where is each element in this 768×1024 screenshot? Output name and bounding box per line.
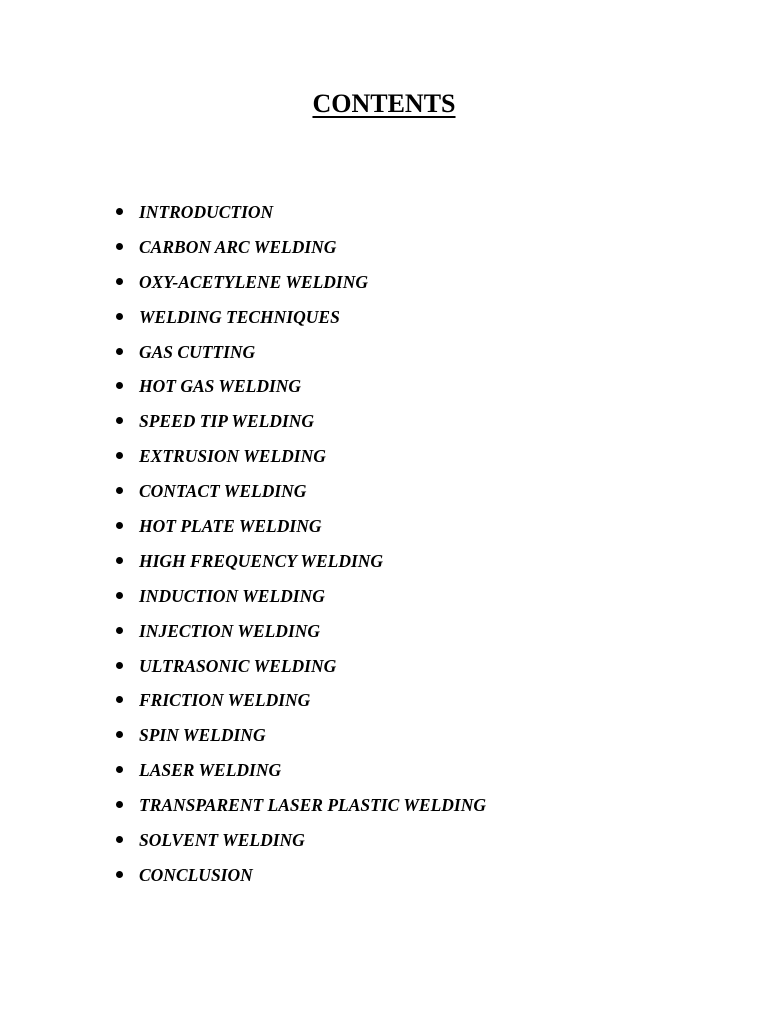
- list-item-label: INDUCTION WELDING: [139, 585, 325, 606]
- list-item-label: SPEED TIP WELDING: [139, 411, 315, 432]
- list-item: [0, 196, 768, 231]
- list-item: [0, 754, 768, 789]
- list-item-label: CARBON ARC WELDING: [139, 236, 337, 257]
- contents-list: [0, 196, 768, 894]
- list-item: [0, 475, 768, 510]
- page-title-text: CONTENTS: [312, 89, 456, 118]
- bullet-icon: [116, 662, 123, 669]
- bullet-icon: [116, 836, 123, 843]
- bullet-icon: [116, 243, 123, 250]
- list-item-label: EXTRUSION WELDING: [139, 446, 326, 467]
- list-item: [0, 615, 768, 650]
- bullet-icon: [116, 801, 123, 808]
- list-item: [0, 336, 768, 371]
- bullet-icon: [116, 382, 123, 389]
- list-item-label: ULTRASONIC WELDING: [139, 655, 337, 676]
- bullet-icon: [116, 278, 123, 285]
- list-item-label: OXY-ACETYLENE WELDING: [139, 271, 368, 292]
- list-item: [0, 510, 768, 545]
- bullet-icon: [116, 696, 123, 703]
- list-item: [0, 580, 768, 615]
- list-item: [0, 859, 768, 894]
- list-item: [0, 301, 768, 336]
- list-item: [0, 440, 768, 475]
- list-item: [0, 684, 768, 719]
- bullet-icon: [116, 592, 123, 599]
- list-item-label: LASER WELDING: [139, 760, 282, 781]
- list-item-label: TRANSPARENT LASER PLASTIC WELDING: [139, 795, 486, 816]
- list-item-label: INTRODUCTION: [139, 202, 274, 222]
- list-item: [0, 545, 768, 580]
- bullet-icon: [116, 522, 123, 529]
- bullet-icon: [116, 417, 123, 424]
- list-item-label: HOT GAS WELDING: [139, 376, 302, 397]
- list-item-label: INJECTION WELDING: [139, 620, 321, 641]
- list-item: [0, 719, 768, 754]
- list-item-label: GAS CUTTING: [139, 341, 256, 362]
- page-title: [0, 86, 768, 122]
- bullet-icon: [116, 348, 123, 355]
- list-item-label: SOLVENT WELDING: [139, 830, 305, 851]
- bullet-icon: [116, 313, 123, 320]
- list-item: [0, 231, 768, 266]
- list-item-label: CONTACT WELDING: [139, 481, 307, 502]
- bullet-icon: [116, 766, 123, 773]
- bullet-icon: [116, 208, 123, 215]
- list-item: [0, 266, 768, 301]
- list-item-label: CONCLUSION: [139, 864, 253, 885]
- list-item: [0, 824, 768, 859]
- list-item: [0, 789, 768, 824]
- list-item-label: FRICTION WELDING: [139, 690, 311, 711]
- bullet-icon: [116, 871, 123, 878]
- bullet-icon: [116, 487, 123, 494]
- list-item-label: HOT PLATE WELDING: [139, 516, 322, 537]
- list-item: [0, 650, 768, 685]
- bullet-icon: [116, 557, 123, 564]
- bullet-icon: [116, 731, 123, 738]
- list-item-label: WELDING TECHNIQUES: [139, 306, 340, 327]
- list-item-label: SPIN WELDING: [139, 725, 266, 746]
- bullet-icon: [116, 627, 123, 634]
- list-item: [0, 405, 768, 440]
- bullet-icon: [116, 452, 123, 459]
- list-item: [0, 370, 768, 405]
- list-item-label: HIGH FREQUENCY WELDING: [139, 550, 384, 571]
